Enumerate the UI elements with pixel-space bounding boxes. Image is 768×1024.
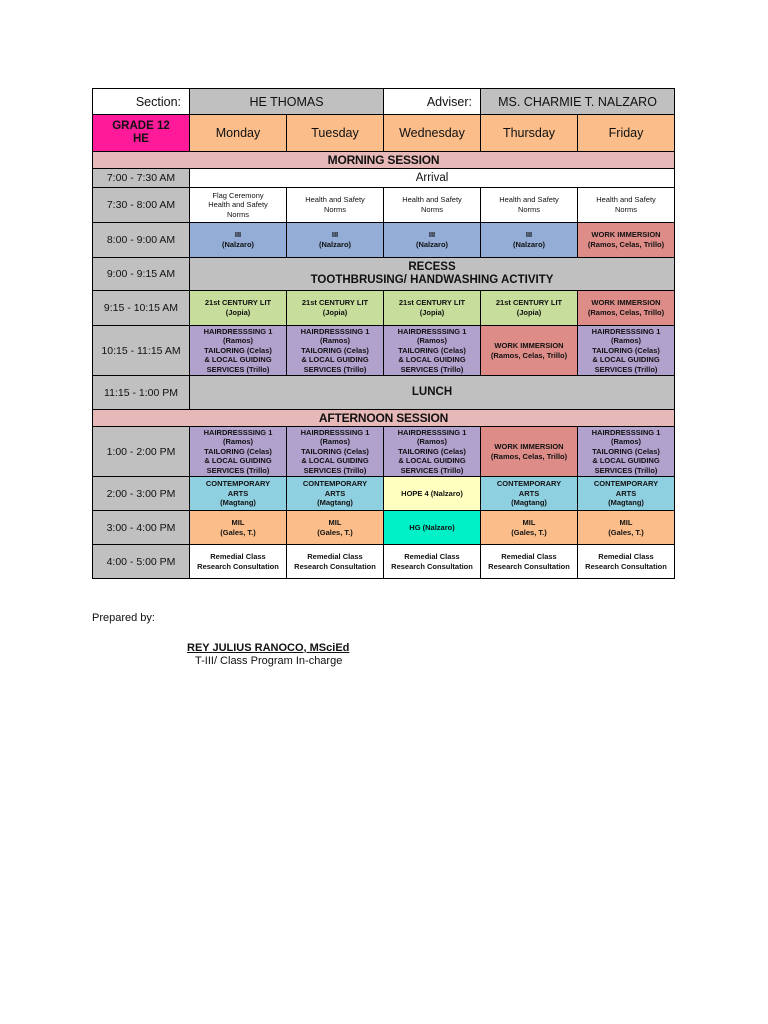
time-cell: 10:15 - 11:15 AM <box>93 326 190 376</box>
schedule-cell: Remedial Class Research Consultation <box>481 545 578 579</box>
schedule-cell: CONTEMPORARY ARTS (Magtang) <box>578 477 675 511</box>
time-cell: 8:00 - 9:00 AM <box>93 223 190 258</box>
schedule-cell: HAIRDRESSSING 1 (Ramos) TAILORING (Celas) & LOCAL GUIDING SERVICES (Trillo) <box>384 326 481 376</box>
schedule-cell: CONTEMPORARY ARTS (Magtang) <box>481 477 578 511</box>
afternoon-session-banner: AFTERNOON SESSION <box>93 410 675 427</box>
day-monday: Monday <box>190 115 287 152</box>
prepared-by-label: Prepared by: <box>92 612 155 624</box>
preparer-title: T-III/ Class Program In-charge <box>195 655 343 667</box>
schedule-cell: MIL (Gales, T.) <box>481 511 578 545</box>
time-cell: 7:00 - 7:30 AM <box>93 169 190 188</box>
schedule-cell: 21st CENTURY LIT (Jopia) <box>384 291 481 326</box>
schedule-cell: WORK IMMERSION (Ramos, Celas, Trillo) <box>578 223 675 258</box>
schedule-cell: Remedial Class Research Consultation <box>384 545 481 579</box>
schedule-cell: MIL (Gales, T.) <box>190 511 287 545</box>
schedule-cell: III (Nalzaro) <box>190 223 287 258</box>
section-label: Section: <box>93 89 190 115</box>
lunch-cell: LUNCH <box>190 376 675 410</box>
adviser-label: Adviser: <box>384 89 481 115</box>
schedule-cell: WORK IMMERSION (Ramos, Celas, Trillo) <box>481 427 578 477</box>
schedule-cell: WORK IMMERSION (Ramos, Celas, Trillo) <box>578 291 675 326</box>
recess-cell: RECESS TOOTHBRUSING/ HANDWASHING ACTIVITY <box>190 258 675 291</box>
time-cell: 3:00 - 4:00 PM <box>93 511 190 545</box>
day-tuesday: Tuesday <box>287 115 384 152</box>
schedule-cell: MIL (Gales, T.) <box>578 511 675 545</box>
schedule-cell: Remedial Class Research Consultation <box>578 545 675 579</box>
schedule-cell: HAIRDRESSSING 1 (Ramos) TAILORING (Celas) & LOCAL GUIDING SERVICES (Trillo) <box>190 427 287 477</box>
schedule-cell: WORK IMMERSION (Ramos, Celas, Trillo) <box>481 326 578 376</box>
schedule-cell: Health and Safety Norms <box>578 188 675 223</box>
schedule-cell: Remedial Class Research Consultation <box>190 545 287 579</box>
time-cell: 7:30 - 8:00 AM <box>93 188 190 223</box>
time-cell: 9:00 - 9:15 AM <box>93 258 190 291</box>
time-cell: 4:00 - 5:00 PM <box>93 545 190 579</box>
schedule-cell: III (Nalzaro) <box>481 223 578 258</box>
schedule-cell: CONTEMPORARY ARTS (Magtang) <box>287 477 384 511</box>
time-cell: 1:00 - 2:00 PM <box>93 427 190 477</box>
arrival-cell: Arrival <box>190 169 675 188</box>
grade-cell <box>93 115 190 152</box>
schedule-cell: CONTEMPORARY ARTS (Magtang) <box>190 477 287 511</box>
schedule-cell: HAIRDRESSSING 1 (Ramos) TAILORING (Celas) & LOCAL GUIDING SERVICES (Trillo) <box>287 427 384 477</box>
section-value: HE THOMAS <box>190 89 384 115</box>
schedule-cell: Health and Safety Norms <box>287 188 384 223</box>
schedule-cell: HAIRDRESSSING 1 (Ramos) TAILORING (Celas) & LOCAL GUIDING SERVICES (Trillo) <box>578 427 675 477</box>
morning-session-banner: MORNING SESSION <box>93 152 675 169</box>
time-cell: 11:15 - 1:00 PM <box>93 376 190 410</box>
schedule-cell: Health and Safety Norms <box>384 188 481 223</box>
schedule-cell: HAIRDRESSSING 1 (Ramos) TAILORING (Celas) & LOCAL GUIDING SERVICES (Trillo) <box>190 326 287 376</box>
class-program-table <box>92 88 675 579</box>
schedule-cell: III (Nalzaro) <box>287 223 384 258</box>
schedule-cell: Flag Ceremony Health and Safety Norms <box>190 188 287 223</box>
adviser-value: MS. CHARMIE T. NALZARO <box>481 89 675 115</box>
schedule-cell: 21st CENTURY LIT (Jopia) <box>481 291 578 326</box>
schedule-cell: HAIRDRESSSING 1 (Ramos) TAILORING (Celas) & LOCAL GUIDING SERVICES (Trillo) <box>384 427 481 477</box>
grade-line2: HE <box>133 133 149 145</box>
schedule-cell: HAIRDRESSSING 1 (Ramos) TAILORING (Celas) & LOCAL GUIDING SERVICES (Trillo) <box>287 326 384 376</box>
schedule-cell: Health and Safety Norms <box>481 188 578 223</box>
day-friday: Friday <box>578 115 675 152</box>
grade-line1: GRADE 12 <box>112 120 170 132</box>
schedule-cell: 21st CENTURY LIT (Jopia) <box>190 291 287 326</box>
schedule-cell: III (Nalzaro) <box>384 223 481 258</box>
schedule-cell: HG (Nalzaro) <box>384 511 481 545</box>
schedule-cell: HOPE 4 (Nalzaro) <box>384 477 481 511</box>
schedule-cell: 21st CENTURY LIT (Jopia) <box>287 291 384 326</box>
schedule-cell: MIL (Gales, T.) <box>287 511 384 545</box>
preparer-name: REY JULIUS RANOCO, MSciEd <box>187 642 350 654</box>
time-cell: 2:00 - 3:00 PM <box>93 477 190 511</box>
schedule-cell: Remedial Class Research Consultation <box>287 545 384 579</box>
schedule-cell: HAIRDRESSSING 1 (Ramos) TAILORING (Celas) & LOCAL GUIDING SERVICES (Trillo) <box>578 326 675 376</box>
time-cell: 9:15 - 10:15 AM <box>93 291 190 326</box>
day-wednesday: Wednesday <box>384 115 481 152</box>
day-thursday: Thursday <box>481 115 578 152</box>
